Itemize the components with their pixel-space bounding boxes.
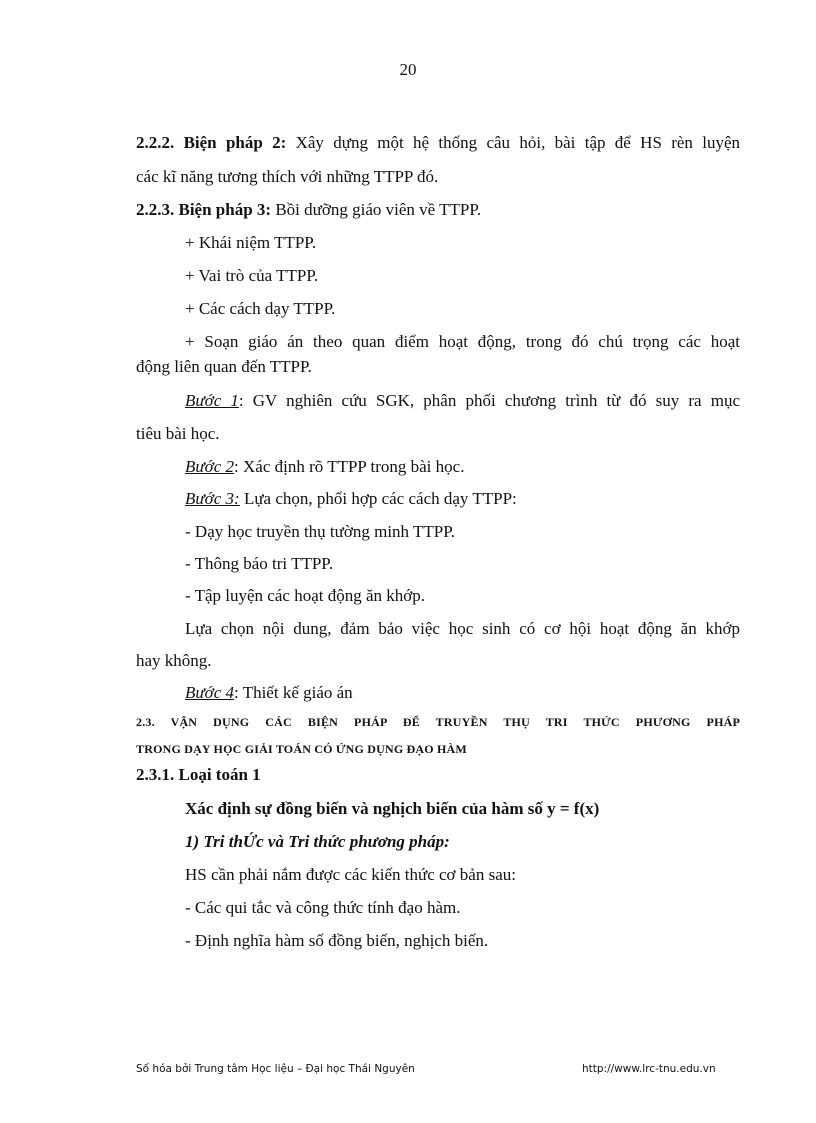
text-line: + Các cách dạy TTPP. xyxy=(185,299,336,318)
text-line: hay không. xyxy=(136,651,212,670)
step-4-label: Bước 4 xyxy=(185,683,235,702)
text-line xyxy=(185,457,740,477)
text-line xyxy=(185,683,740,703)
text-span: Lựa chọn, phối hợp các cách dạy TTPP: xyxy=(239,489,517,508)
text-line: - Dạy học truyền thụ tường minh TTPP. xyxy=(185,522,456,541)
text-span: : GV nghiên cứu SGK, phân phối chương trình từ đó suy ra mục xyxy=(238,391,740,410)
text-line xyxy=(185,391,740,411)
text-line: - Định nghĩa hàm số đồng biến, nghịch biến. xyxy=(185,931,489,950)
section-heading-2-3-cont: TRONG DẠY HỌC GIẢI TOÁN CÓ ỨNG DỤNG ĐẠO HÀM xyxy=(136,742,467,756)
heading-bien-phap-2: 2.2.2. Biện pháp 2: xyxy=(136,133,287,152)
problem-type-title: Xác định sự đồng biến và nghịch biến của hàm số y = f(x) xyxy=(185,799,600,818)
text-span: : Thiết kế giáo án xyxy=(234,683,353,702)
text-line: + Soạn giáo án theo quan điểm hoạt động, trong đó chú trọng các hoạt xyxy=(185,332,740,351)
text-line: - Tập luyện các hoạt động ăn khớp. xyxy=(185,586,425,605)
text-line: tiêu bài học. xyxy=(136,424,220,443)
text-line xyxy=(185,489,740,509)
text-span: Xây dựng một hệ thống câu hỏi, bài tập để HS rèn luyện xyxy=(286,133,741,152)
text-span: : Xác định rõ TTPP trong bài học. xyxy=(234,457,465,476)
text-line: Lựa chọn nội dung, đảm bảo việc học sinh có cơ hội hoạt động ăn khớp xyxy=(185,619,740,638)
text-line: + Khái niệm TTPP. xyxy=(185,233,317,252)
text-line: - Các qui tắc và công thức tính đạo hàm. xyxy=(185,898,461,917)
text-line: - Thông báo tri TTPP. xyxy=(185,554,334,573)
step-1-label: Bước 1 xyxy=(185,391,239,410)
step-2-label: Bước 2 xyxy=(185,457,235,476)
text-line xyxy=(136,133,740,153)
text-line: các kĩ năng tương thích với những TTPP đó. xyxy=(136,167,439,186)
footer-source: Số hóa bởi Trung tâm Học liệu – Đại học Thái Nguyên xyxy=(136,1063,415,1075)
subsection-heading-2-3-1: 2.3.1. Loại toán 1 xyxy=(136,765,261,784)
heading-bien-phap-3: 2.2.3. Biện pháp 3: xyxy=(136,200,272,219)
text-line xyxy=(136,200,740,220)
footer-url: http://www.lrc-tnu.edu.vn xyxy=(582,1063,716,1075)
text-line: + Vai trò của TTPP. xyxy=(185,266,319,285)
text-line: HS cần phải nắm được các kiến thức cơ bản sau: xyxy=(185,865,516,884)
step-3-label: Bước 3: xyxy=(185,489,240,508)
text-line: động liên quan đến TTPP. xyxy=(136,357,312,376)
text-span: Bồi dưỡng giáo viên về TTPP. xyxy=(271,200,482,219)
subheading-tri-thuc: 1) Tri thỨc và Tri thức phương pháp: xyxy=(185,832,450,851)
page-number: 20 xyxy=(399,60,417,79)
section-heading-2-3: 2.3. VẬN DỤNG CÁC BIỆN PHÁP ĐỂ TRUYỀN THỤ TRI THỨC PHƯƠNG PHÁP xyxy=(136,715,740,729)
